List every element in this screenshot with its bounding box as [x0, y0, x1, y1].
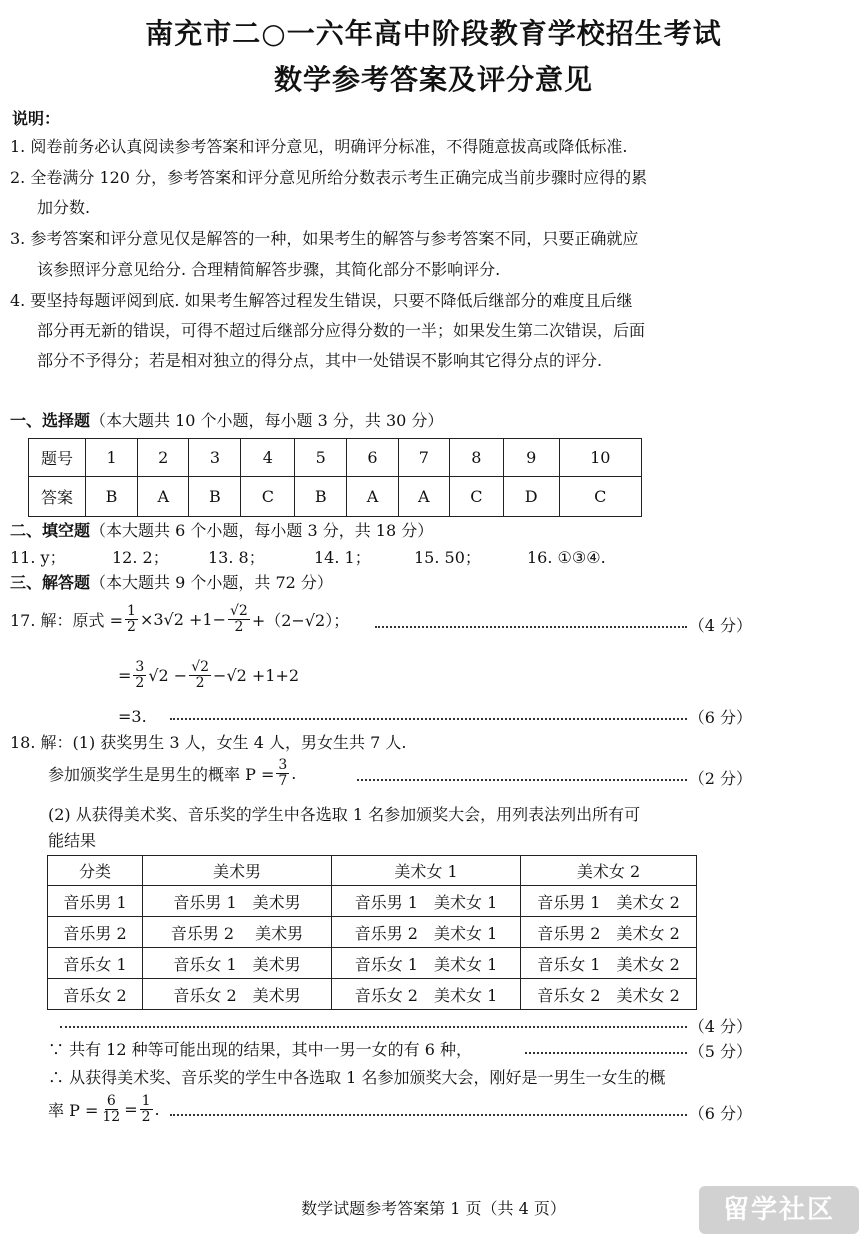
q18-probability — [48, 758, 296, 789]
dot-leader — [525, 1052, 687, 1054]
denominator: 2 — [127, 619, 136, 635]
fraction — [125, 604, 138, 635]
outcome-cell: 音乐女 1 美术女 1 — [332, 948, 521, 979]
numerator: 3 — [135, 659, 145, 675]
section1-sub: （本大题共 10 个小题，每小题 3 分，共 30 分） — [90, 411, 444, 430]
watermark — [699, 1186, 859, 1234]
score-mark: （5 分） — [688, 1042, 752, 1061]
dot-leader — [170, 718, 687, 720]
table-row — [48, 917, 697, 948]
equals: = — [118, 666, 132, 685]
outcome-cell: 音乐女 2 美术女 2 — [521, 979, 697, 1010]
outcome-cell: 音乐男 1 美术女 1 — [332, 886, 521, 917]
fill-answer: 14. 1； — [314, 548, 371, 567]
score-mark: （4 分） — [688, 1017, 752, 1036]
fill-answer: 13. 8； — [208, 548, 265, 567]
note-line: 4. 要坚持每题评阅到底. 如果考生解答过程发生错误，只要不降低后继部分的难度且后继 — [10, 291, 633, 310]
outcome-header: 美术女 2 — [521, 856, 697, 886]
rate-end: . — [154, 1100, 160, 1119]
choice-answer: B — [295, 477, 347, 517]
note-line: 部分不予得分；若是相对独立的得分点，其中一处错误不影响其它得分点的评分. — [37, 351, 603, 370]
dot-leader — [170, 1114, 687, 1116]
outcome-header: 分类 — [48, 856, 143, 886]
equals: = — [124, 1100, 138, 1119]
expr-part: +（2−√2）； — [251, 611, 350, 630]
fraction — [133, 660, 146, 691]
expr-part: ×3√2 +1− — [139, 610, 226, 629]
question-number: 2 — [138, 439, 189, 477]
denominator: 7 — [278, 773, 288, 789]
question-number: 6 — [347, 439, 398, 477]
q17-step1 — [10, 604, 349, 635]
numerator: 3 — [278, 757, 288, 773]
q18-part2: (2) 从获得美术奖、音乐奖的学生中各选取 1 名参加颁奖大会，用列表法列出所有可 — [48, 805, 641, 824]
note-line: 3. 参考答案和评分意见仅是解答的一种，如果考生的解答与参考答案不同，只要正确就应 — [10, 229, 639, 248]
q18-part2-cont: 能结果 — [48, 831, 97, 850]
question-number: 9 — [503, 439, 559, 477]
dot-leader — [357, 779, 687, 781]
section1-heading — [10, 406, 443, 436]
numerator: 6 — [106, 1093, 116, 1109]
section3-sub: （本大题共 9 个小题，共 72 分） — [90, 573, 333, 592]
denominator: 12 — [102, 1109, 121, 1125]
prob-label: 参加颁奖学生是男生的概率 P = — [48, 765, 275, 784]
outcome-cell: 音乐女 1 美术男 — [143, 948, 332, 979]
question-number: 8 — [449, 439, 503, 477]
note-line: 部分再无新的错误，可得不超过后继部分应得分数的一半；如果发生第二次错误，后面 — [37, 321, 646, 340]
fill-answer: 16. ①③④. — [527, 548, 606, 567]
score-mark: （2 分） — [688, 769, 752, 788]
numerator: √2 — [191, 659, 210, 675]
outcome-cell: 音乐男 2 — [48, 917, 143, 948]
section3-title: 三、解答题 — [10, 573, 91, 592]
outcome-cell: 音乐女 1 — [48, 948, 143, 979]
fill-answer: 12. 2； — [112, 548, 169, 567]
row-head-answer: 答案 — [29, 477, 86, 517]
page-footer: 数学试题参考答案第 1 页（共 4 页） — [301, 1199, 566, 1218]
q17-final: =3. — [118, 707, 147, 726]
q17-step2 — [118, 660, 299, 691]
notes-heading: 说明： — [12, 109, 61, 128]
numerator: 1 — [127, 603, 136, 619]
q18-part1: 18. 解：(1) 获奖男生 3 人，女生 4 人，男女生共 7 人. — [10, 733, 407, 752]
choice-answer: B — [189, 477, 241, 517]
note-line: 加分数. — [37, 198, 91, 217]
table-row — [48, 886, 697, 917]
choice-answer: A — [347, 477, 398, 517]
denominator: 2 — [141, 1109, 151, 1125]
expr-part: √2 − — [148, 666, 188, 685]
answer-key-title: 数学参考答案及评分意见 — [273, 63, 593, 96]
score-mark: （6 分） — [688, 1104, 752, 1123]
section2-heading — [10, 516, 433, 546]
denominator: 2 — [135, 675, 145, 691]
q18-rate — [48, 1094, 160, 1125]
question-number: 10 — [559, 439, 641, 477]
question-number: 1 — [86, 439, 138, 477]
outcome-cell: 音乐女 1 美术女 2 — [521, 948, 697, 979]
question-number: 5 — [295, 439, 347, 477]
prob-end: . — [291, 764, 297, 783]
table-row — [48, 948, 697, 979]
question-number: 7 — [398, 439, 449, 477]
outcome-cell: 音乐男 2 美术女 1 — [332, 917, 521, 948]
question-number: 3 — [189, 439, 241, 477]
outcome-cell: 音乐女 2 美术男 — [143, 979, 332, 1010]
fraction — [276, 758, 289, 789]
denominator: 2 — [195, 675, 205, 691]
fraction — [189, 660, 211, 691]
table-row — [48, 979, 697, 1010]
section2-title: 二、填空题 — [10, 521, 91, 540]
score-mark: （6 分） — [688, 708, 752, 727]
outcome-header: 美术女 1 — [332, 856, 521, 886]
q18-therefore: ∴ 从获得美术奖、音乐奖的学生中各选取 1 名参加颁奖大会，刚好是一男生一女生的概 — [48, 1068, 666, 1087]
q18-because: ∵ 共有 12 种等可能出现的结果，其中一男一女的有 6 种， — [48, 1040, 472, 1059]
expr-part: −√2 +1+2 — [213, 666, 300, 685]
outcome-cell: 音乐男 2 美术女 2 — [521, 917, 697, 948]
denominator: 2 — [234, 619, 244, 635]
section2-sub: （本大题共 6 个小题，每小题 3 分，共 18 分） — [90, 521, 434, 540]
outcome-cell: 音乐男 1 美术女 2 — [521, 886, 697, 917]
choice-answer: A — [398, 477, 449, 517]
question-number: 4 — [241, 439, 295, 477]
fraction — [228, 604, 250, 635]
note-line: 1. 阅卷前务必认真阅读参考答案和评分意见，明确评分标准，不得随意拔高或降低标准. — [10, 137, 628, 156]
fill-answer: 11. y； — [10, 548, 66, 567]
choice-answer: C — [241, 477, 295, 517]
choice-answer: B — [86, 477, 138, 517]
fraction — [140, 1094, 153, 1125]
section1-title: 一、选择题 — [10, 411, 91, 430]
q17-label: 17. 解：原式 = — [10, 611, 124, 630]
outcome-cell: 音乐女 2 — [48, 979, 143, 1010]
numerator: √2 — [230, 603, 248, 619]
outcome-cell: 音乐女 2 美术女 1 — [332, 979, 521, 1010]
outcome-header: 美术男 — [143, 856, 332, 886]
note-line: 2. 全卷满分 120 分，参考答案和评分意见所给分数表示考生正确完成当前步骤时应得的累 — [10, 168, 648, 187]
choice-answer: D — [503, 477, 559, 517]
note-line: 该参照评分意见给分. 合理精简解答步骤，其简化部分不影响评分. — [37, 260, 501, 279]
numerator: 1 — [141, 1093, 151, 1109]
choice-answer: A — [138, 477, 189, 517]
outcome-cell: 音乐男 2 美术男 — [143, 917, 332, 948]
outcome-cell: 音乐男 1 — [48, 886, 143, 917]
watermark-text: 留学社区 — [722, 1195, 835, 1225]
choice-answer: C — [559, 477, 641, 517]
choice-answer-table — [28, 438, 642, 517]
fill-answer: 15. 50； — [414, 548, 481, 567]
rate-label: 率 P = — [48, 1101, 99, 1120]
dot-leader — [375, 626, 687, 628]
score-mark: （4 分） — [688, 616, 752, 635]
row-head-number: 题号 — [29, 439, 86, 477]
fraction — [100, 1094, 122, 1125]
exam-title: 南充市二○一六年高中阶段教育学校招生考试 — [145, 17, 722, 50]
outcome-cell: 音乐男 1 美术男 — [143, 886, 332, 917]
dot-leader — [60, 1026, 687, 1028]
outcome-table — [47, 855, 697, 1010]
choice-answer: C — [449, 477, 503, 517]
section3-heading — [10, 568, 333, 598]
